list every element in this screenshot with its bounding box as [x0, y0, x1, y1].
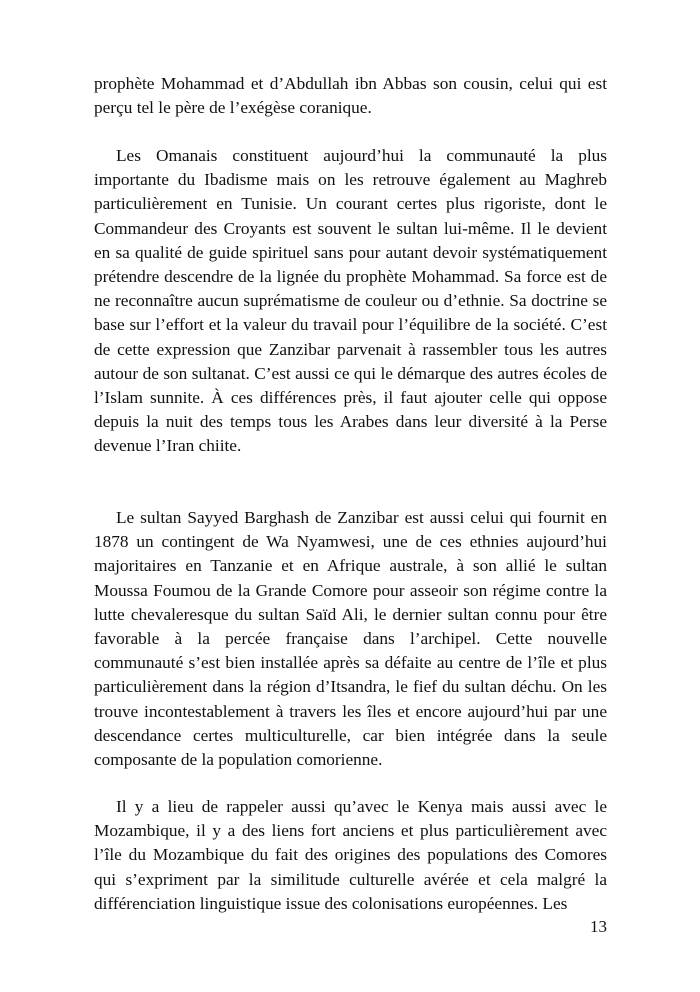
- paragraph-continuation: [94, 72, 607, 120]
- paragraph-omanais: [94, 144, 607, 459]
- page-number: 13: [590, 917, 607, 936]
- paragraph-1-text: prophète Mohammad et d’Abdullah ibn Abbas son cousin, celui qui est perçu tel le père de l’exégèse coranique.: [94, 74, 607, 118]
- paragraph-sultan-barghash: [94, 506, 607, 772]
- paragraph-4-text: Il y a lieu de rappeler aussi qu’avec le Kenya mais aussi avec le Mozambique, il y a des liens fort anciens et plus particulièrement avec l’île du Mozambique du fait des origines des populations des Comores qui s’expriment par la similitude culturelle avérée et cela malgré la différenciation linguistique issue des colonisations européennes. Les: [94, 797, 607, 913]
- paragraph-kenya-mozambique: [94, 795, 607, 916]
- paragraph-3-text: Le sultan Sayyed Barghash de Zanzibar est aussi celui qui fournit en 1878 un contingent de Wa Nyamwesi, une de ces ethnies aujourd’hui majoritaires en Tanzanie et en Afrique australe, à son allié le sultan Moussa Foumou de la Grande Comore pour asseoir son régime contre la lutte chevaleresque du sultan Saïd Ali, le dernier sultan connu pour être favorable à la percée française dans l’archipel. Cette nouvelle communauté s’est bien installée après sa défaite au centre de l’île et plus particulièrement dans la région d’Itsandra, le fief du sultan déchu. On les trouve incontestablement à travers les îles et encore aujourd’hui par une descendance certes multiculturelle, car bien intégrée dans la seule composante de la population comorienne.: [94, 508, 607, 770]
- paragraph-2-text: Les Omanais constituent aujourd’hui la communauté la plus importante du Ibadisme mais on les retrouve également au Maghreb particulièrement en Tunisie. Un courant certes plus rigoriste, dont le Commandeur des Croyants est souvent le sultan lui-même. Il le devient en sa qualité de guide spirituel sans pour autant devoir systématiquement prétendre descendre de la lignée du prophète Mohammad. Sa force est de ne reconnaître aucun suprématisme de couleur ou d’ethnie. Sa doctrine se base sur l’effort et la valeur du travail pour l’équilibre de la société. C’est de cette expression que Zanzibar parvenait à rassembler tous les autres autour de son sultanat. C’est aussi ce qui le démarque des autres écoles de l’Islam sunnite. À ces différences près, il faut ajouter celle qui oppose depuis la nuit des temps tous les Arabes dans leur diversité à la Perse devenue l’Iran chiite.: [94, 146, 607, 456]
